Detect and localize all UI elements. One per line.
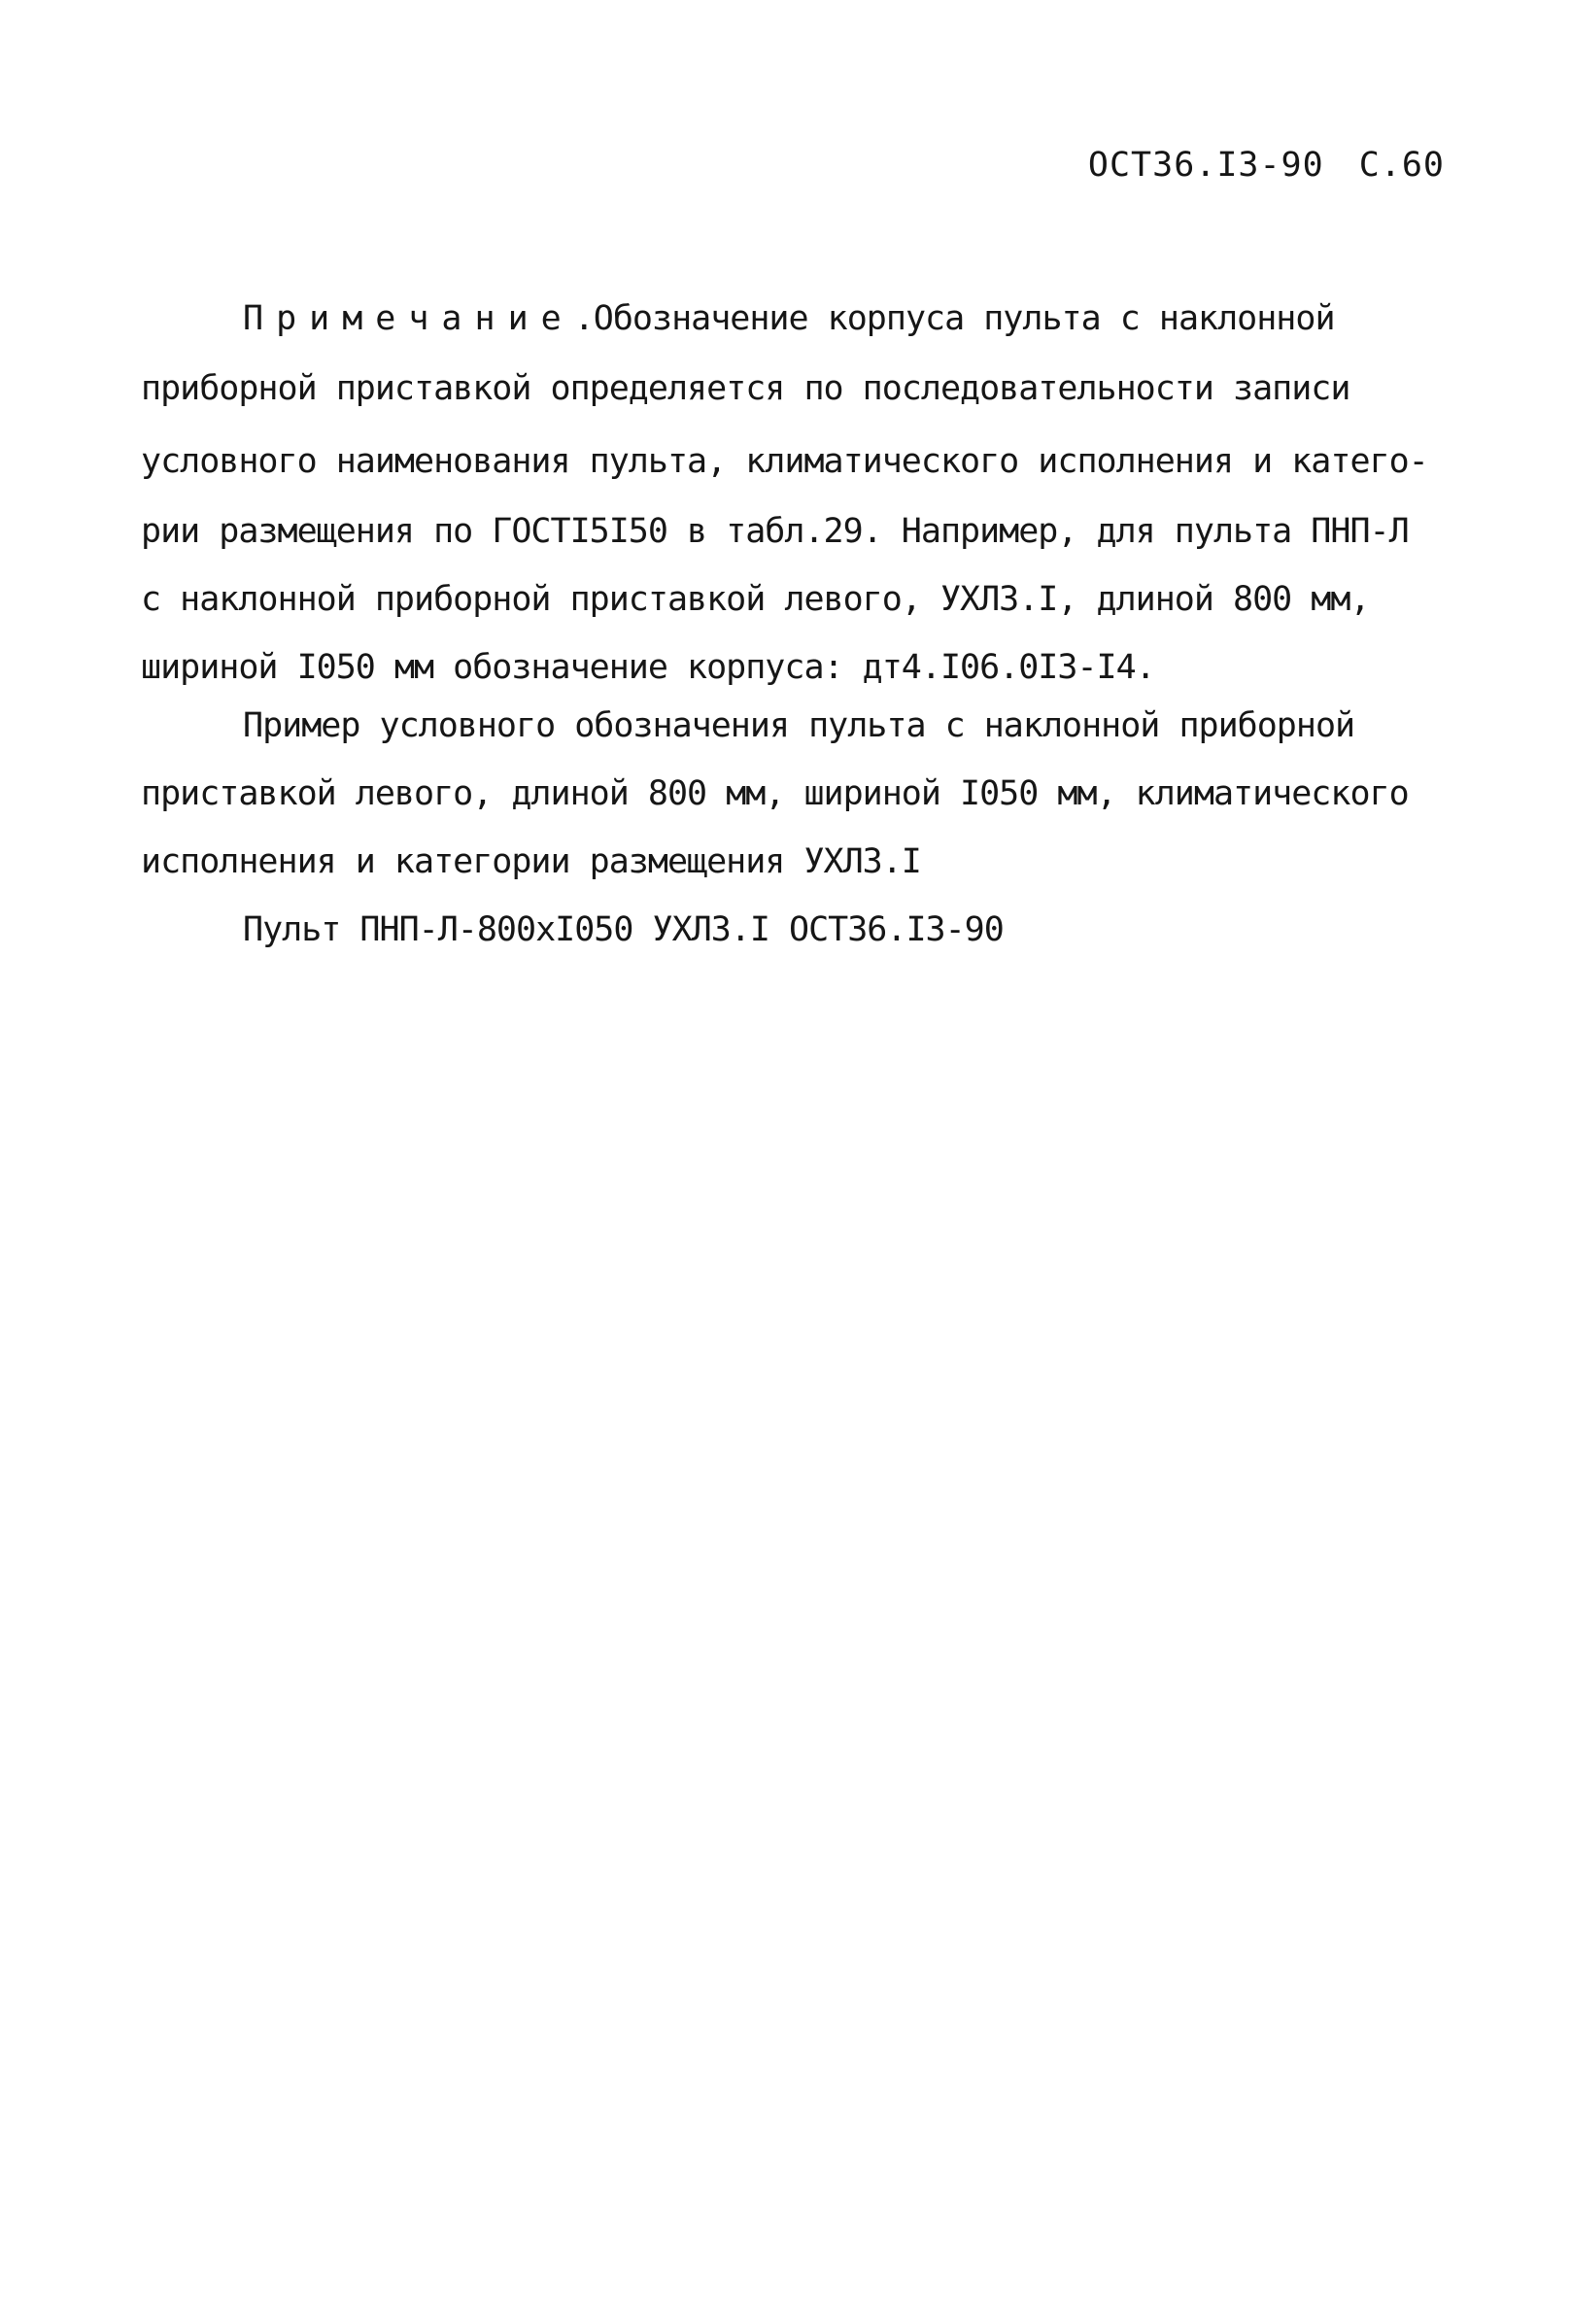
note-line-1-text: .Обозначение корпуса пульта с наклонной xyxy=(573,299,1335,338)
note-line-3: условного наименования пульта, климатического исполнения и катего- xyxy=(141,442,1428,481)
note-line-1 xyxy=(243,299,1335,338)
example-designation: Пульт ПНП-Л-800хI050 УХЛ3.I ОСТ36.I3-90 xyxy=(243,910,1004,949)
note-line-5: с наклонной приборной приставкой левого, УХЛ3.I, длиной 800 мм, xyxy=(141,580,1370,619)
note-line-4: рии размещения по ГОСТI5I50 в табл.29. Например, для пульта ПНП-Л xyxy=(141,512,1409,551)
page-header xyxy=(1088,146,1445,185)
document-code: ОСТ36.I3-90 xyxy=(1087,146,1324,185)
note-label: Примечание xyxy=(243,299,574,338)
example-line-2: приставкой левого, длиной 800 мм, шириной I050 мм, климатического xyxy=(141,774,1409,813)
page-number: С.60 xyxy=(1358,146,1445,185)
note-line-2: приборной приставкой определяется по последовательности записи xyxy=(141,369,1350,408)
example-line-3: исполнения и категории размещения УХЛ3.I xyxy=(141,842,921,881)
example-line-1: Пример условного обозначения пульта с наклонной приборной xyxy=(243,706,1355,745)
note-line-6: шириной I050 мм обозначение корпуса: дт4.I06.0I3-I4. xyxy=(141,648,1155,687)
